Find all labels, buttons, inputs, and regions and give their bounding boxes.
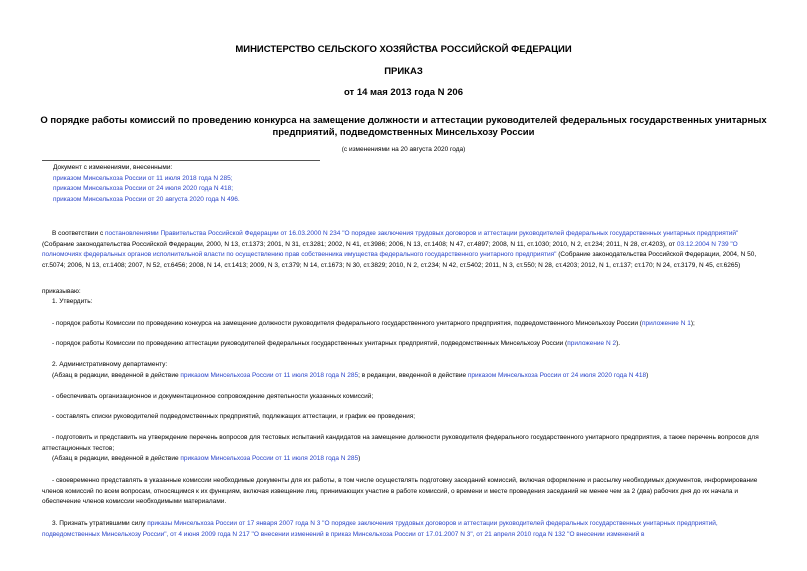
item-2c-note-a: (Абзац в редакции, введенной в действие <box>52 455 181 462</box>
change-link-3[interactable]: приказом Минсельхоза России от 20 августа 2020 года N 496. <box>53 195 240 203</box>
preamble-paragraph <box>42 229 766 271</box>
item-1a-end: ); <box>690 320 695 327</box>
preamble-text-b: (Собрание законодательства Российской Федерации, 2000, N 13, ст.1373; 2001, N 31, ст.3281; 2002, N 41, ст.3986; 2006, N 13, ст.1408; N 47, ст.4897; 2008, N 11, ст.1030; 2010, N 2, ст.234; 2011, N 28, ст.4203), от <box>42 240 677 248</box>
item-2-note-a: (Абзац в редакции, введенной в действие <box>52 372 181 379</box>
item-1a <box>42 319 766 330</box>
item-1: 1. Утвердить: <box>52 298 93 305</box>
item-3-link[interactable]: приказы Минсельхоза России от 17 января 2007 года N 3 "О порядке заключения трудовых договоров и аттестации руководителей федеральных государственных унитарных предприятий, подведомственных Минсельхозу России", от 4 июня 2009 года N 217 "О внесении изменений в приказ Минсельхоза России от 17.01.2007 N 3", от 21 апреля 2010 года N 132 "О внесении изменений в <box>42 520 718 538</box>
divider <box>42 160 320 161</box>
item-1b-text: - порядок работы Комиссии по проведению аттестации руководителей федеральных государственных унитарных предприятий, подведомственных Минсельхозу России ( <box>52 340 568 347</box>
appendix-1-link[interactable]: приложение N 1 <box>641 320 691 327</box>
preamble-text-c: (Собрание законодательства Российской Федерации, 2004, N 50, ст.5074; 2006, N 13, ст.1408; 2007, N 52, ст.6456; 2008, N 14, ст.1413; 2009, N 3, ст.379; N 14, ст.1673; N 30, ст.3829; 2010, N 2, ст.234; N 42, ст.5402; 2011, N 3, ст.550; N 28, ст.4203; 2012, N 1, ст.137; ст.170; N 24, ст.3179, N 45, ст.6265) <box>42 251 757 269</box>
item-2c-note-link[interactable]: приказом Минсельхоза России от 11 июля 2018 года N 285 <box>180 455 359 462</box>
document-title: О порядке работы комиссий по проведению конкурса на замещение должности и аттестации руководителей федеральных государственных унитарных предприятий, подведомственных Минсельхозу России <box>40 115 767 138</box>
item-2c: - подготовить и представить на утверждение перечень вопросов для тестовых испытаний кандидатов на замещение должности руководителя федерального государственного унитарного предприятия, а также перечень вопросов для аттестационных тестов; <box>42 434 759 452</box>
document-type: ПРИКАЗ <box>384 66 423 77</box>
ministry-heading: МИНИСТЕРСТВО СЕЛЬСКОГО ХОЗЯЙСТВА РОССИЙСКОЙ ФЕДЕРАЦИИ <box>235 44 572 55</box>
edition-note: (с изменениями на 20 августа 2020 года) <box>341 146 466 153</box>
changes-label: Документ с изменениями, внесенными: <box>53 164 173 171</box>
change-link-1[interactable]: приказом Минсельхоза России от 11 июля 2018 года N 285; <box>53 174 233 182</box>
item-1b-end: ). <box>616 340 621 347</box>
item-2-note-link-2[interactable]: приказом Минсельхоза России от 24 июля 2020 года N 418 <box>467 372 647 379</box>
changes-block <box>53 163 240 205</box>
item-2c-note <box>42 454 766 465</box>
preamble-link-2[interactable]: 03.12.2004 N 739 "О полномочиях федеральных органов исполнительной власти по осуществлению прав собственника имущества федерального государственного унитарного предприятия" <box>42 240 738 258</box>
preamble-link-1[interactable]: постановлениями Правительства Российской Федерации от 16.03.2000 N 234 "О порядке заключения трудовых договоров и аттестации руководителей федеральных государственных унитарных предприятий" <box>105 230 739 237</box>
item-2-note-b: ; в редакции, введенной в действие <box>358 372 468 379</box>
item-2-note-link-1[interactable]: приказом Минсельхоза России от 11 июля 2018 года N 285 <box>180 372 359 379</box>
appendix-2-link[interactable]: приложение N 2 <box>567 340 617 347</box>
item-1b <box>42 339 766 350</box>
item-1a-text: - порядок работы Комиссии по проведению конкурса на замещение должности руководителя федерального государственного унитарного предприятия, подведомственного Минсельхозу России ( <box>52 320 642 327</box>
item-2b: - составлять списки руководителей подведомственных предприятий, подлежащих аттестации, и график ее проведения; <box>52 413 416 420</box>
item-2-note <box>42 371 766 382</box>
item-2c-note-b: ) <box>358 455 361 462</box>
item-3 <box>42 519 766 540</box>
prikazyvayu: приказываю: <box>42 288 81 295</box>
preamble-text-a: В соответствии с <box>52 230 106 237</box>
item-2-note-c: ) <box>646 372 649 379</box>
item-2a: - обеспечивать организационное и документационное сопровождение деятельности указанных комиссий; <box>52 393 374 400</box>
item-2: 2. Административному департаменту: <box>52 361 168 368</box>
item-3-text: 3. Признать утратившими силу <box>52 520 148 527</box>
item-2d: - своевременно представлять в указанные комиссии необходимые документы для их работы, в том числе осуществлять подготовку заседаний комиссий, включая оформление и рассылку необходимых документов, информирование членов комиссий по всем вопросам, относящимся к их функциям, включая извещение лиц, принимающих участие в работе комиссий, о времени и месте проведения заседаний не менее чем за 2 (два) рабочих дня до их начала и обеспечение членов комиссии необходимыми материалами. <box>42 477 758 505</box>
change-link-2[interactable]: приказом Минсельхоза России от 24 июля 2020 года N 418; <box>53 185 234 192</box>
document-date-number: от 14 мая 2013 года N 206 <box>343 87 464 98</box>
